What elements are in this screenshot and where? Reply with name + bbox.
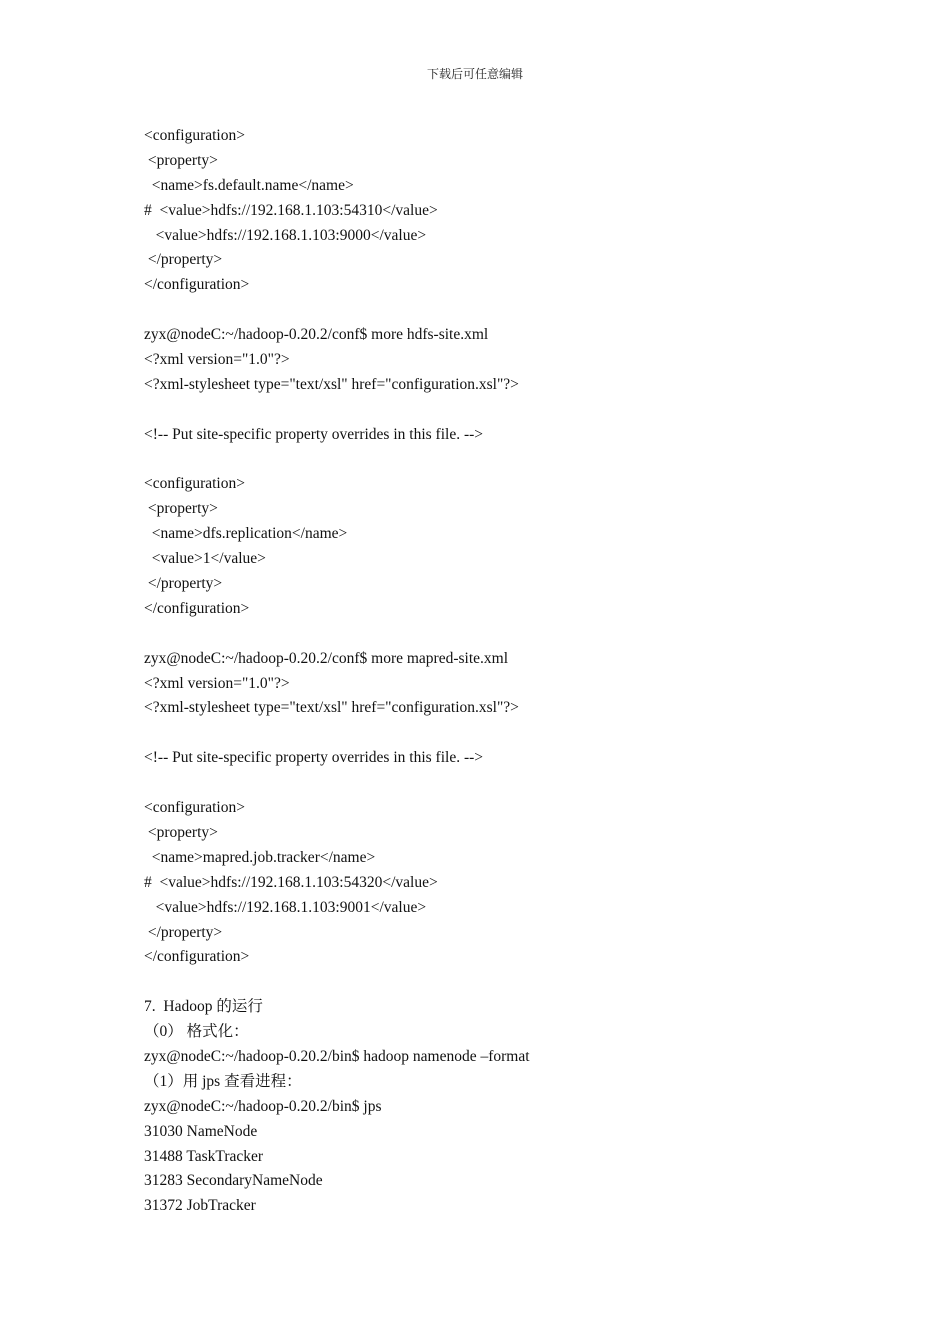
blank-line xyxy=(144,398,864,423)
text-line: <!-- Put site-specific property overrides in this file. --> xyxy=(144,425,484,443)
text-line: （0） 格式化： xyxy=(144,1023,249,1041)
text-line: <?xml version="1.0"?> xyxy=(144,351,290,369)
document-body xyxy=(144,124,864,1219)
blank-line xyxy=(144,771,864,796)
text-line: <property> xyxy=(144,823,218,841)
text-line: </configuration> xyxy=(144,599,250,617)
text-line: # <value>hdfs://192.168.1.103:54320</value> xyxy=(144,873,438,891)
text-line: </configuration> xyxy=(144,948,250,966)
blank-line xyxy=(144,298,864,323)
text-line: </property> xyxy=(144,251,223,269)
text-line: <configuration> xyxy=(144,475,245,493)
text-line: <configuration> xyxy=(144,799,245,817)
text-line: <!-- Put site-specific property overrides in this file. --> xyxy=(144,749,484,767)
text-line: <value>hdfs://192.168.1.103:9001</value> xyxy=(144,898,427,916)
text-line: zyx@nodeC:~/hadoop-0.20.2/conf$ more mapred-site.xml xyxy=(144,649,509,667)
text-line: # <value>hdfs://192.168.1.103:54310</value> xyxy=(144,201,438,219)
text-line: <?xml-stylesheet type="text/xsl" href="configuration.xsl"?> xyxy=(144,699,519,717)
text-line: <name>dfs.replication</name> xyxy=(144,525,348,543)
text-line: </property> xyxy=(144,923,223,941)
text-line: <configuration> xyxy=(144,127,245,144)
text-line: <value>hdfs://192.168.1.103:9000</value> xyxy=(144,226,427,244)
text-line: zyx@nodeC:~/hadoop-0.20.2/conf$ more hdfs-site.xml xyxy=(144,326,489,344)
text-line: zyx@nodeC:~/hadoop-0.20.2/bin$ jps xyxy=(144,1097,382,1115)
text-line: 31488 TaskTracker xyxy=(144,1147,264,1165)
blank-line xyxy=(144,448,864,473)
blank-line xyxy=(144,622,864,647)
text-line: </property> xyxy=(144,575,223,593)
text-line: 31283 SecondaryNameNode xyxy=(144,1172,323,1190)
text-line: <property> xyxy=(144,500,218,518)
text-line: <name>mapred.job.tracker</name> xyxy=(144,848,376,866)
text-line: </configuration> xyxy=(144,276,250,294)
text-line: zyx@nodeC:~/hadoop-0.20.2/bin$ hadoop namenode –format xyxy=(144,1047,530,1065)
blank-line xyxy=(144,970,864,995)
text-line: <value>1</value> xyxy=(144,550,266,568)
blank-line xyxy=(144,721,864,746)
text-line: <?xml-stylesheet type="text/xsl" href="configuration.xsl"?> xyxy=(144,375,519,393)
text-line: <name>fs.default.name</name> xyxy=(144,176,354,194)
text-line: 31372 JobTracker xyxy=(144,1197,256,1215)
text-line: （1）用 jps 查看进程： xyxy=(144,1072,302,1090)
text-line: <property> xyxy=(144,151,218,169)
section-heading: 7. Hadoop 的运行 xyxy=(144,998,263,1016)
text-line: 31030 NameNode xyxy=(144,1122,258,1140)
text-line: <?xml version="1.0"?> xyxy=(144,674,290,692)
page-header: 下载后可任意编辑 xyxy=(426,67,523,81)
